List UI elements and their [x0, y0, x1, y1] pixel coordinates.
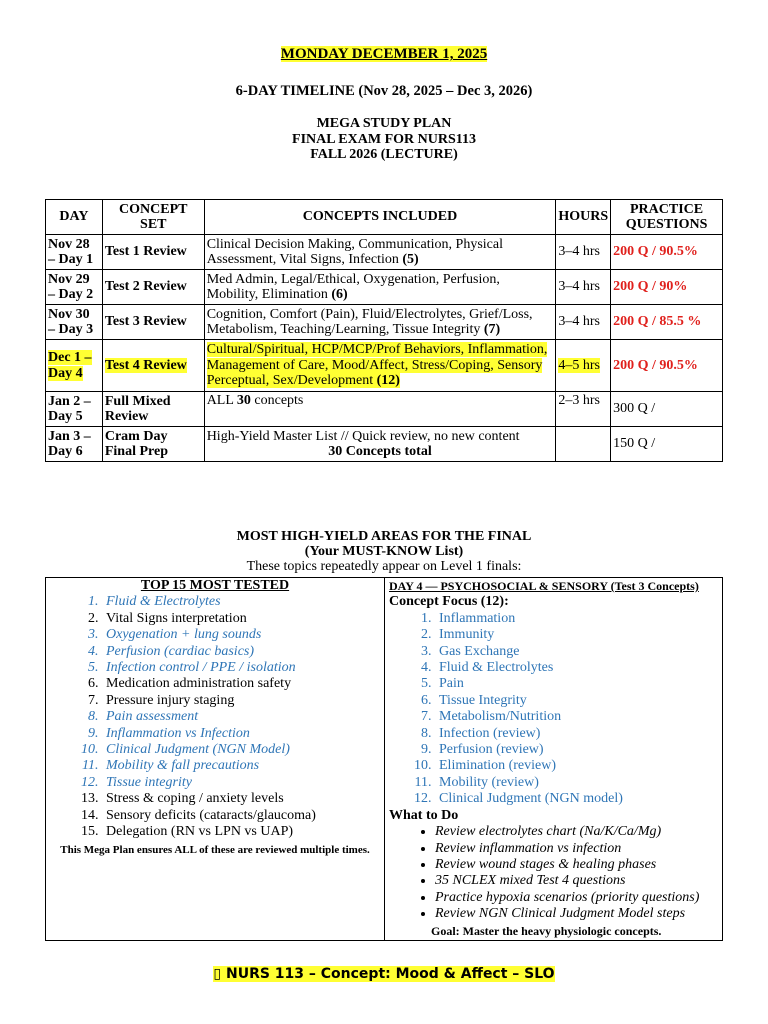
row-concepts-text: High-Yield Master List // Quick review, no new content — [206, 428, 520, 444]
row-concept-count: (12) — [376, 373, 400, 389]
list-item: 6. Medication administration safety — [102, 676, 380, 692]
row-practice: 200 Q / 90.5% — [611, 235, 723, 270]
top15-title: TOP 15 MOST TESTED — [140, 578, 290, 593]
list-item: 11. Mobility & fall precautions — [102, 758, 380, 774]
row-day: Jan 3 – Day 6 — [46, 427, 103, 462]
list-item: • 35 NCLEX mixed Test 4 questions — [435, 873, 718, 889]
row-concept-set: Test 3 Review — [102, 305, 204, 340]
row-concept-set: Cram Day Final Prep — [102, 427, 204, 462]
row-day: Nov 29 – Day 2 — [46, 270, 103, 305]
row-concepts — [204, 235, 556, 270]
high-yield-table — [45, 577, 723, 941]
row-concepts — [204, 427, 556, 462]
row-concepts — [204, 340, 556, 392]
row-concepts — [204, 392, 556, 427]
missing-glyph-icon: ▯ — [213, 966, 222, 982]
table-row — [46, 305, 723, 340]
list-item: 10. Elimination (review) — [435, 758, 718, 774]
list-item: 10. Clinical Judgment (NGN Model) — [102, 742, 380, 758]
row-concept-count: (7) — [483, 322, 501, 337]
list-item: • Review electrolytes chart (Na/K/Ca/Mg) — [435, 824, 718, 840]
footer-highlight — [213, 966, 554, 982]
row-hours — [556, 427, 611, 462]
list-item: 2. Immunity — [435, 627, 718, 643]
list-item: • Review wound stages & healing phases — [435, 857, 718, 873]
list-item: 12. Tissue integrity — [102, 775, 380, 791]
schedule-table — [45, 199, 723, 462]
list-item: • Practice hypoxia scenarios (priority questions) — [435, 890, 718, 906]
plan-title-block — [0, 116, 768, 163]
row-hours-text: 4–5 hrs — [558, 357, 600, 373]
high-yield-intro: These topics repeatedly appear on Level 1 finals: — [246, 559, 522, 574]
row-concept-count: (5) — [402, 252, 419, 267]
row-day — [46, 340, 103, 392]
high-yield-heading — [0, 529, 768, 574]
high-yield-title: MOST HIGH-YIELD AREAS FOR THE FINAL — [236, 529, 532, 544]
header-concept-set: CONCEPT SET — [102, 200, 204, 235]
table-row — [46, 270, 723, 305]
row-concepts-body: Cultural/Spiritual, HCP/MCP/Prof Behaviors, Inflammation, Management of Care, Mood/Affect, Stress/Coping, Sensory Perceptual, Sex/Development — [206, 342, 548, 389]
what-to-do-label: What to Do — [389, 807, 459, 823]
row-hours: 3–4 hrs — [556, 305, 611, 340]
list-item: 4. Perfusion (cardiac basics) — [102, 644, 380, 660]
row-practice: 150 Q / — [611, 427, 723, 462]
footer-heading — [0, 966, 768, 982]
list-item: 2. Vital Signs interpretation — [102, 611, 380, 627]
list-item: 1. Fluid & Electrolytes — [102, 594, 380, 610]
row-concepts-text — [207, 342, 548, 388]
schedule-header-row — [46, 200, 723, 235]
list-item: • Review inflammation vs infection — [435, 841, 718, 857]
row-concepts-num: 30 — [236, 393, 251, 408]
top15-column — [46, 578, 385, 941]
timeline-heading: 6-DAY TIMELINE (Nov 28, 2025 – Dec 3, 2026) — [235, 83, 533, 99]
row-concept-set: Test 1 Review — [102, 235, 204, 270]
table-row — [46, 392, 723, 427]
day4-goal: Goal: Master the heavy physiologic concepts. — [431, 923, 662, 938]
list-item: 9. Inflammation vs Infection — [102, 726, 380, 742]
concept-focus-label: Concept Focus (12): — [389, 594, 509, 610]
row-practice: 200 Q / 90% — [611, 270, 723, 305]
row-concepts-text: Cognition, Comfort (Pain), Fluid/Electrolytes, Grief/Loss, Metabolism, Teaching/Learning, Tissue Integrity — [206, 306, 533, 337]
row-hours: 3–4 hrs — [556, 270, 611, 305]
header-practice-questions: PRACTICE QUESTIONS — [611, 200, 723, 235]
row-day: Nov 30 – Day 3 — [46, 305, 103, 340]
row-practice: 200 Q / 85.5 % — [611, 305, 723, 340]
list-item: 5. Pain — [435, 676, 718, 692]
plan-term: FALL 2026 (LECTURE) — [310, 147, 458, 162]
date-highlight: MONDAY DECEMBER 1, 2025 — [280, 46, 488, 62]
high-yield-row — [46, 578, 723, 941]
row-practice: 300 Q / — [611, 392, 723, 427]
row-concept-set: Test 2 Review — [102, 270, 204, 305]
table-row — [46, 427, 723, 462]
header-concepts-included: CONCEPTS INCLUDED — [204, 200, 556, 235]
top15-note: This Mega Plan ensures ALL of these are reviewed multiple times. — [60, 843, 370, 856]
list-item: 3. Gas Exchange — [435, 644, 718, 660]
header-day: DAY — [46, 200, 103, 235]
day4-column — [385, 578, 723, 941]
high-yield-subtitle: (Your MUST-KNOW List) — [304, 544, 464, 559]
table-row — [46, 235, 723, 270]
row-hours: 2–3 hrs — [556, 392, 611, 427]
footer-text: NURS 113 – Concept: Mood & Affect – SLO — [221, 966, 555, 982]
row-day: Jan 2 – Day 5 — [46, 392, 103, 427]
list-item: 8. Infection (review) — [435, 726, 718, 742]
row-day-text: Dec 1 – Day 4 — [48, 350, 92, 381]
row-concepts-pre: ALL — [206, 393, 237, 408]
row-hours: 3–4 hrs — [556, 235, 611, 270]
row-day: Nov 28 – Day 1 — [46, 235, 103, 270]
row-concepts — [204, 270, 556, 305]
row-concepts-text: Clinical Decision Making, Communication, Physical Assessment, Vital Signs, Infection — [206, 236, 503, 267]
list-item: 8. Pain assessment — [102, 709, 380, 725]
list-item: 3. Oxygenation + lung sounds — [102, 627, 380, 643]
list-item: 5. Infection control / PPE / isolation — [102, 660, 380, 676]
row-concept-set: Full Mixed Review — [102, 392, 204, 427]
list-item: • Review NGN Clinical Judgment Model steps — [435, 906, 718, 922]
row-practice: 200 Q / 90.5% — [611, 340, 723, 392]
row-concept-count: (6) — [331, 287, 348, 302]
day4-title: DAY 4 — PSYCHOSOCIAL & SENSORY (Test 3 Concepts) — [389, 579, 699, 593]
plan-exam: FINAL EXAM FOR NURS113 — [292, 131, 476, 147]
list-item: 1. Inflammation — [435, 611, 718, 627]
row-concepts-post: concepts — [250, 393, 304, 408]
list-item: 4. Fluid & Electrolytes — [435, 660, 718, 676]
table-row-highlighted — [46, 340, 723, 392]
what-to-do-list — [389, 824, 718, 922]
list-item: 13. Stress & coping / anxiety levels — [102, 791, 380, 807]
header-hours: HOURS — [556, 200, 611, 235]
row-concepts-total: 30 Concepts total — [328, 444, 432, 459]
list-item: 15. Delegation (RN vs LPN vs UAP) — [102, 824, 380, 840]
list-item: 11. Mobility (review) — [435, 775, 718, 791]
row-hours — [556, 340, 611, 392]
row-concept-set-text: Test 4 Review — [104, 357, 187, 373]
concept-focus-list — [389, 611, 718, 808]
plan-title: MEGA STUDY PLAN — [316, 116, 452, 131]
row-concepts-text: Med Admin, Legal/Ethical, Oxygenation, Perfusion, Mobility, Elimination — [206, 271, 500, 302]
list-item: 9. Perfusion (review) — [435, 742, 718, 758]
list-item: 14. Sensory deficits (cataracts/glaucoma) — [102, 808, 380, 824]
list-item: 7. Metabolism/Nutrition — [435, 709, 718, 725]
document-date — [0, 46, 768, 63]
list-item: 6. Tissue Integrity — [435, 693, 718, 709]
row-concepts — [204, 305, 556, 340]
list-item: 7. Pressure injury staging — [102, 693, 380, 709]
top15-list — [50, 594, 380, 840]
list-item: 12. Clinical Judgment (NGN model) — [435, 791, 718, 807]
row-concept-set — [102, 340, 204, 392]
